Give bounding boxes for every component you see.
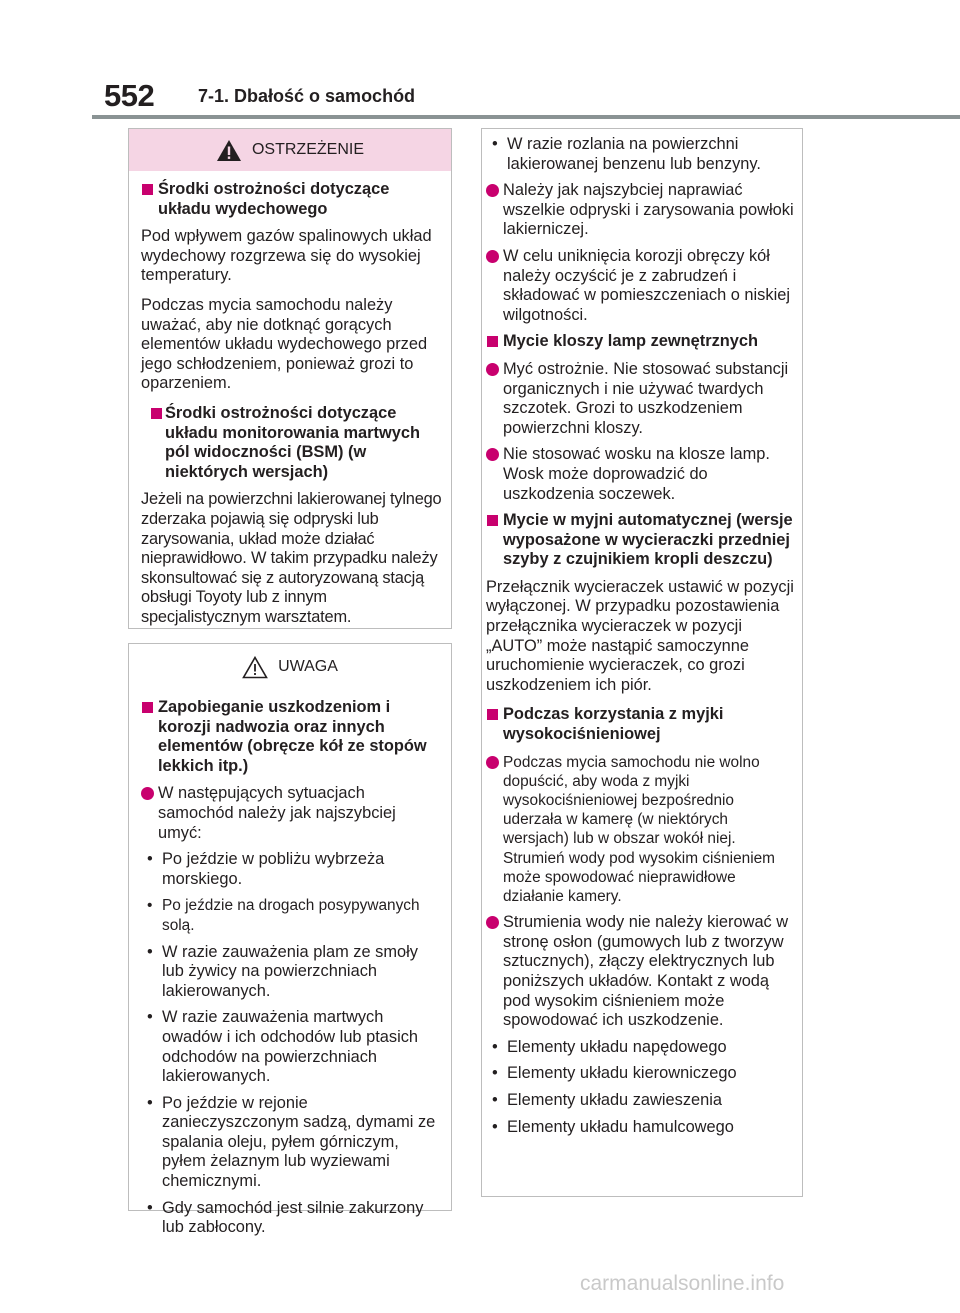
- circle-bullet-icon: [486, 363, 499, 376]
- page-number: 552: [104, 78, 155, 113]
- circle-bullet-icon: [486, 756, 499, 769]
- square-bullet-icon: [142, 702, 153, 713]
- notice-continued-box: [481, 128, 803, 1197]
- bullet-icon: •: [147, 942, 153, 961]
- heading-lamps: Mycie kloszy lamp zewnętrznych: [486, 332, 796, 352]
- heading-pressure-washer: Podczas korzystania z myjki wysokociśnieniowej: [486, 705, 796, 744]
- notice-heading: Zapobieganie uszkodzeniom i korozji nadwozia oraz innych elementów (obręcze kół ze stopów lekkich itp.): [141, 698, 444, 776]
- warning-box: [128, 128, 452, 629]
- list-item: Strumienia wody nie należy kierować w stronę osłon (gumowych lub z tworzyw sztucznych), złączy elektrycznych lub poniższych układów. Kontakt z wodą pod wysokim ciśnieniem może spowodować ich uszkodzenie.: [486, 913, 796, 1031]
- square-bullet-icon: [487, 515, 498, 526]
- bullet-icon: •: [492, 1117, 498, 1136]
- list-item: • Gdy samochód jest silnie zakurzony lub zabłocony.: [147, 1198, 424, 1237]
- bullet-icon: •: [147, 1093, 153, 1112]
- warning-triangle-icon: [216, 139, 242, 162]
- list-item: W celu uniknięcia korozji obręczy kół należy oczyścić je z zabrudzeń i składować w pomieszczeniach o niskiej wilgotności.: [486, 247, 796, 325]
- notice-title: UWAGA: [278, 658, 338, 675]
- warning-heading-bsm: Środki ostrożności dotyczące układu monitorowania martwych pól widoczności (BSM) (w niektórych wersjach): [151, 404, 444, 482]
- section-title: 7-1. Dbałość o samochód: [198, 86, 416, 106]
- bullet-icon: •: [147, 850, 153, 869]
- warning-paragraph: Pod wpływem gazów spalinowych układ wydechowy rozgrzewa się do wysokiej temperatury.: [141, 227, 432, 285]
- notice-box: [128, 643, 452, 1237]
- warning-box-header: [129, 129, 451, 171]
- list-item: W następujących sytuacjach samochód należy jak najszybciej umyć:: [141, 784, 444, 843]
- bullet-icon: •: [147, 1008, 153, 1027]
- warning-paragraph: Jeżeli na powierzchni lakierowanej tylnego zderzaka pojawią się odpryski lub zarysowania, układ może działać nieprawidłowo. W takim przypadku należy skonsultować się z autoryzowaną stacją obsługi Toyoty lub z innym specjalistycznym warsztatem.: [141, 490, 442, 626]
- list-item: • Elementy układu zawieszenia: [492, 1091, 723, 1109]
- circle-bullet-icon: [141, 787, 154, 800]
- notice-box-header: [129, 644, 451, 690]
- list-item: • W razie zauważenia plam ze smoły lub żywicy na powierzchniach lakierowanych.: [147, 942, 418, 1000]
- bullet-icon: •: [147, 1198, 153, 1217]
- square-bullet-icon: [142, 184, 153, 195]
- list-item: Myć ostrożnie. Nie stosować substancji organicznych i nie używać twardych szczotek. Grozi to uszkodzeniem powierzchni kloszy.: [486, 360, 796, 438]
- list-item: • W razie zauważenia martwych owadów i ich odchodów lub ptasich odchodów na powierzchniach lakierowanych.: [147, 1008, 419, 1086]
- bullet-icon: •: [492, 135, 498, 153]
- square-bullet-icon: [487, 336, 498, 347]
- list-item: • Elementy układu kierowniczego: [492, 1064, 737, 1083]
- circle-bullet-icon: [486, 448, 499, 461]
- heading-carwash: Mycie w myjni automatycznej (wersje wyposażone w wycieraczki przedniej szyby z czujnikiem kropli deszczu): [486, 511, 796, 570]
- warning-heading-exhaust: Środki ostrożności dotyczące układu wydechowego: [141, 180, 444, 219]
- list-item: Podczas mycia samochodu nie wolno dopuścić, aby woda z myjki wysokociśnieniowej bezpośrednio uderzała w kamerę (w niektórych wersjach) lub w obszar wokół niej. Strumień wody pod wysokim ciśnieniem może spowodować nieprawidłowe działanie kamery.: [486, 753, 796, 907]
- bullet-icon: •: [147, 897, 153, 915]
- page-header: [0, 0, 960, 125]
- square-bullet-icon: [487, 709, 498, 720]
- watermark: carmanualsonline.info: [580, 1272, 785, 1295]
- list-item: • Po jeździe w rejonie zanieczyszczonym sadzą, dymami ze spalania oleju, pyłem górniczym, pyłem żelaznym lub wyziewami chemicznymi.: [147, 1093, 436, 1191]
- bullet-icon: •: [492, 1064, 498, 1083]
- list-item: Należy jak najszybciej naprawiać wszelkie odpryski i zarysowania powłoki lakierniczej.: [486, 181, 796, 240]
- list-item: • Elementy układu napędowego: [492, 1037, 727, 1056]
- caution-triangle-icon: [242, 656, 268, 679]
- list-item: • Po jeździe w pobliżu wybrzeża morskiego.: [147, 850, 385, 888]
- warning-title: OSTRZEŻENIE: [251, 141, 364, 158]
- list-item: • Elementy układu hamulcowego: [492, 1117, 734, 1136]
- list-item: Nie stosować wosku na klosze lamp. Wosk może doprowadzić do uszkodzenia soczewek.: [486, 445, 796, 504]
- circle-bullet-icon: [486, 916, 499, 929]
- bullet-icon: •: [492, 1091, 498, 1109]
- circle-bullet-icon: [486, 250, 499, 263]
- bullet-icon: •: [492, 1037, 498, 1056]
- header-rule: [92, 115, 960, 119]
- warning-paragraph: Podczas mycia samochodu należy uważać, aby nie dotknąć gorących elementów układu wydechowego przed jego schłodzeniem, ponieważ grozi to oparzeniem.: [141, 295, 428, 393]
- carwash-paragraph: Przełącznik wycieraczek ustawić w pozycji wyłączonej. W przypadku pozostawienia przełącznika wycieraczek w pozycji „AUTO” może nastąpić samoczynne uruchomienie wycieraczek, co grozi uszkodzeniem ich piór.: [486, 577, 794, 694]
- square-bullet-icon: [151, 408, 162, 419]
- list-item: • W razie rozlania na powierzchni lakierowanej benzenu lub benzyny.: [492, 135, 761, 173]
- list-item: • Po jeździe na drogach posypywanych solą.: [147, 897, 420, 934]
- circle-bullet-icon: [486, 184, 499, 197]
